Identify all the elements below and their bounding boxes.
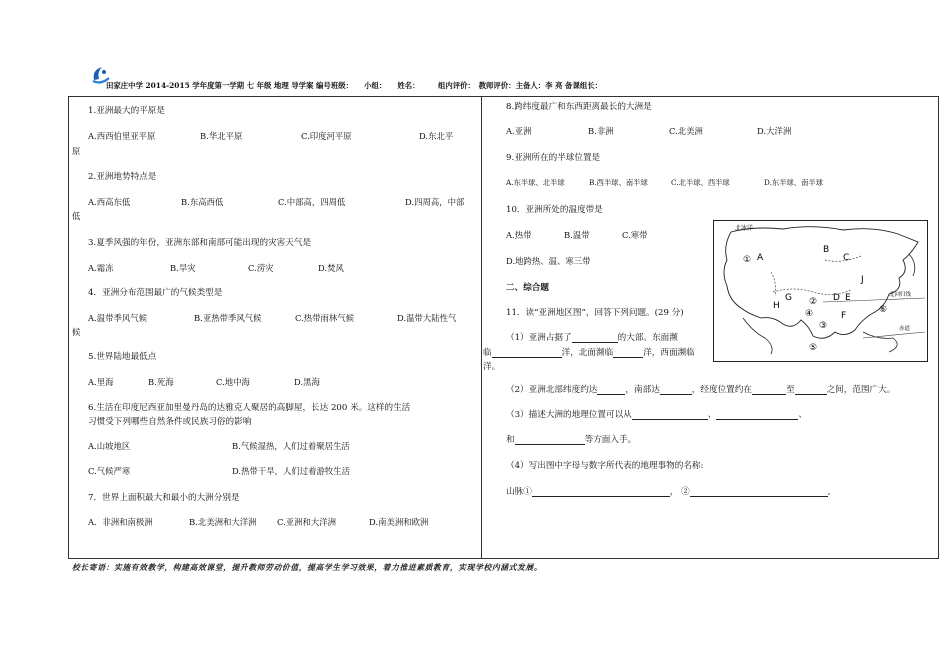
answer-blank[interactable] bbox=[532, 487, 670, 497]
q10-option-a: A.热带 bbox=[506, 230, 532, 240]
q11-part4: （4）写出图中字母与数字所代表的地理事物的名称: bbox=[506, 461, 704, 471]
q2-option-d-cont: 低 bbox=[72, 211, 81, 221]
answer-blank[interactable] bbox=[597, 385, 625, 395]
q11-part3-line1: （3）描述大洲的地理位置可以从 、 、 bbox=[506, 410, 807, 420]
map-number-6: ⑥ bbox=[879, 305, 888, 315]
answer-blank[interactable] bbox=[795, 385, 827, 395]
q10-option-d: D.地跨热、温、寒三带 bbox=[506, 256, 591, 266]
q9-option-c: C.北半球、西半球 bbox=[671, 178, 730, 187]
answer-blank[interactable] bbox=[515, 435, 585, 445]
q11-part3-line2: 和 等方面入手。 bbox=[506, 435, 637, 445]
q10-option-c: C.寒带 bbox=[622, 230, 648, 240]
q1-stem: 1.亚洲最大的平原是 bbox=[88, 106, 165, 116]
q2-stem: 2.亚洲地势特点是 bbox=[88, 172, 157, 182]
q3-option-a: A.霜冻 bbox=[88, 263, 114, 273]
q6-stem-line1: 6.生活在印度尼西亚加里曼丹岛的达雅克人聚居的高脚屋，长达 200 米。这样的生活 bbox=[88, 403, 411, 413]
q1-option-d-cont: 原 bbox=[72, 146, 81, 156]
q9-option-b: B.西半球、南半球 bbox=[589, 178, 648, 187]
answer-blank[interactable] bbox=[632, 410, 708, 420]
map-letter-f: F bbox=[841, 311, 847, 321]
q5-option-a: A.里海 bbox=[88, 377, 114, 387]
map-label-arctic: 北冰洋 bbox=[735, 225, 754, 232]
q11-stem: 11．读“亚洲地区图”，回答下列问题。(29 分) bbox=[506, 308, 684, 318]
q11-part5: 山脉① ， ② , bbox=[506, 487, 831, 497]
map-letter-b: B bbox=[823, 245, 830, 255]
map-letter-e: E bbox=[845, 293, 851, 303]
q10-option-b: B.温带 bbox=[564, 230, 590, 240]
q1-option-c: C.印度河平原 bbox=[301, 131, 352, 141]
q4-option-d-cont: 候 bbox=[72, 327, 81, 337]
q7-option-d: D.南美洲和欧洲 bbox=[369, 517, 429, 527]
q7-option-b: B.北美洲和大洋洲 bbox=[189, 517, 257, 527]
q8-option-a: A.亚洲 bbox=[506, 126, 532, 136]
q3-option-d: D.焚风 bbox=[318, 263, 344, 273]
map-number-2: ② bbox=[809, 297, 818, 307]
q3-option-c: C.涝灾 bbox=[248, 263, 274, 273]
q9-option-d: D.东半球、南半球 bbox=[764, 178, 823, 187]
q1-option-a: A.西西伯里亚平原 bbox=[88, 131, 156, 141]
q7-option-a: A．非洲和南极洲 bbox=[88, 517, 153, 527]
q5-option-d: D.黑海 bbox=[294, 377, 320, 387]
q11-part2: （2）亚洲北部纬度约达 ，南部达 ，经度位置约在 至 之间，范围广大。 bbox=[506, 385, 896, 395]
q8-option-c: C.北美洲 bbox=[669, 126, 703, 136]
answer-blank[interactable] bbox=[492, 348, 562, 358]
map-letter-j: J bbox=[861, 275, 864, 285]
q6-option-d: D.热带干旱，人们过着游牧生活 bbox=[232, 466, 350, 476]
answer-blank[interactable] bbox=[690, 487, 828, 497]
map-letter-a: A bbox=[757, 253, 764, 263]
map-number-1: ① bbox=[743, 255, 752, 265]
map-letter-h: H bbox=[773, 301, 780, 311]
q11-part1-line3: 洋。 bbox=[483, 362, 501, 372]
q9-option-a: A.东半球、北半球 bbox=[506, 178, 565, 187]
q1-option-d: D.东北平 bbox=[419, 131, 454, 141]
asia-map bbox=[713, 220, 928, 362]
answer-blank[interactable] bbox=[660, 385, 692, 395]
q3-option-b: B.旱灾 bbox=[170, 263, 196, 273]
q3-stem: 3.夏季风强的年份，亚洲东部和南部可能出现的灾害天气是 bbox=[88, 238, 312, 248]
map-letter-c: C bbox=[843, 253, 850, 263]
q6-option-c: C.气候严寒 bbox=[88, 466, 131, 476]
map-number-5: ⑤ bbox=[809, 343, 818, 353]
q5-option-b: B.死海 bbox=[148, 377, 174, 387]
q7-stem: 7．世界上面积最大和最小的大洲分别是 bbox=[88, 493, 240, 503]
q4-option-d: D.温带大陆性气 bbox=[397, 313, 457, 323]
q1-option-b: B.华北平原 bbox=[200, 131, 243, 141]
q4-option-c: C.热带雨林气候 bbox=[295, 313, 355, 323]
q8-option-d: D.大洋洲 bbox=[757, 126, 792, 136]
q8-stem: 8.跨纬度最广和东西距离最长的大洲是 bbox=[506, 102, 652, 112]
answer-blank[interactable] bbox=[716, 410, 798, 420]
q2-option-c: C.中部高，四周低 bbox=[278, 197, 346, 207]
map-letter-g: G bbox=[785, 293, 792, 303]
map-label-tropic: 北回归线 bbox=[889, 292, 912, 298]
q4-option-a: A.温带季风气候 bbox=[88, 313, 147, 323]
map-label-equator: 赤道 bbox=[899, 326, 911, 332]
q6-stem-line2: 习惯受下列哪些自然条件或民族习俗的影响 bbox=[88, 417, 252, 427]
q11-part1-line1: （1）亚洲占据了 的大部。东面濒 bbox=[506, 333, 678, 343]
answer-blank[interactable] bbox=[613, 348, 643, 358]
q11-part1-line2: 临 洋，北面濒临 洋，西面濒临 bbox=[483, 348, 695, 358]
q7-option-c: C.亚洲和大洋洲 bbox=[277, 517, 337, 527]
q6-option-a: A.山坡地区 bbox=[88, 441, 131, 451]
answer-blank[interactable] bbox=[572, 333, 618, 343]
q2-option-a: A.西高东低 bbox=[88, 197, 131, 207]
q5-stem: 5.世界陆地最低点 bbox=[88, 352, 157, 362]
q8-option-b: B.非洲 bbox=[588, 126, 614, 136]
q5-option-c: C.地中海 bbox=[216, 377, 250, 387]
q10-stem: 10．亚洲所处的温度带是 bbox=[506, 205, 603, 215]
answer-blank[interactable] bbox=[752, 385, 786, 395]
map-number-3: ③ bbox=[819, 321, 828, 331]
q4-stem: 4．亚洲分布范围最广的气候类型是 bbox=[88, 288, 223, 298]
map-letter-d: D bbox=[833, 293, 840, 303]
header-line: 田家庄中学 2014-2015 学年度第一学期 七 年级 地理 导学案 编号班级： 小组： 姓名： 组内评价： 教师评价：主备人：李 亮 备课组长： bbox=[106, 81, 603, 90]
q2-option-b: B.东高西低 bbox=[181, 197, 224, 207]
map-number-4: ④ bbox=[805, 309, 814, 319]
footer-motto: 校长寄语：实施有效教学，构建高效课堂，提升教师劳动价值，提高学生学习效果，着力推进素质教育，实现学校内涵式发展。 bbox=[72, 563, 543, 572]
section-title: 二、综合题 bbox=[506, 283, 549, 293]
q6-option-b: B.气候湿热，人们过着聚居生活 bbox=[232, 441, 350, 451]
q4-option-b: B.亚热带季风气候 bbox=[194, 313, 262, 323]
q9-stem: 9.亚洲所在的半球位置是 bbox=[506, 153, 601, 163]
q2-option-d: D.四周高，中部 bbox=[405, 197, 465, 207]
column-divider bbox=[481, 96, 482, 559]
